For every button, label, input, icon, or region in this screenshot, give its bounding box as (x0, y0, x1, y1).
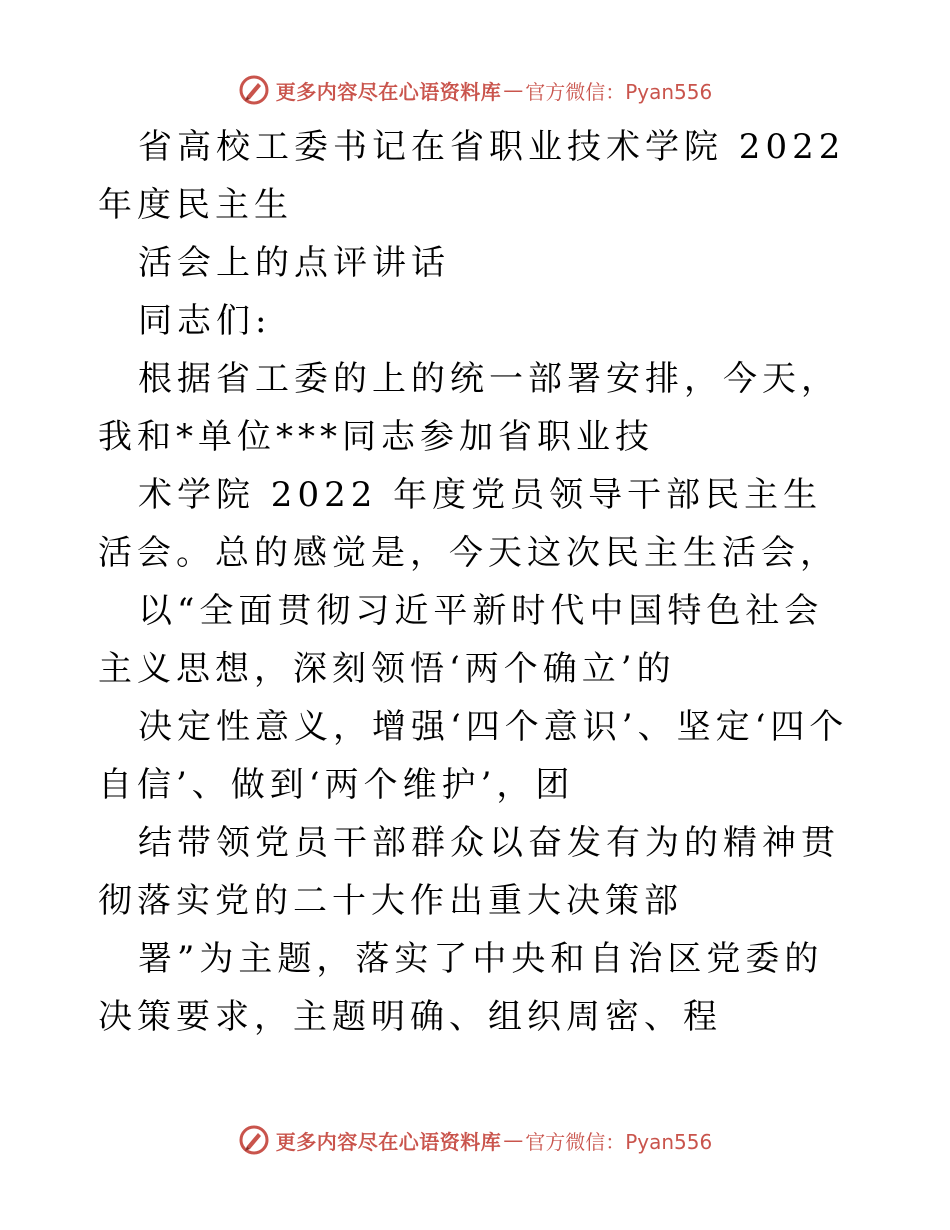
banner-site-text: 更多内容尽在心语资料库 (275, 1129, 502, 1154)
doc-title: 省高校工委书记在省职业技术学院 2022 年度民主生 (98, 127, 846, 225)
doc-paragraph: 署”为主题，落实了中央和自治区党委的决策要求，主题明确、组织周密、程 (98, 939, 824, 1037)
doc-paragraph: 术学院 2022 年度党员领导干部民主生活会。总的感觉是，今天这次民主生活会， (98, 475, 839, 573)
banner-wechat-text: 官方微信：Pyan556 (525, 79, 713, 104)
doc-salutation: 同志们: (138, 301, 272, 341)
document-body (98, 118, 850, 1046)
pen-circle-icon (238, 1124, 270, 1156)
doc-paragraph: 结带领党员干部群众以奋发有为的精神贯彻落实党的二十大作出重大决策部 (98, 823, 840, 921)
doc-title-continued: 活会上的点评讲话 (138, 243, 450, 283)
header-banner (0, 70, 950, 110)
banner-separator: — (503, 1128, 524, 1152)
banner-wechat-text: 官方微信：Pyan556 (525, 1129, 713, 1154)
doc-paragraph: 根据省工委的上的统一部署安排，今天，我和*单位***同志参加省职业技 (98, 359, 840, 457)
banner-site-text: 更多内容尽在心语资料库 (275, 79, 502, 104)
pen-circle-icon (238, 74, 270, 106)
banner-separator: — (503, 78, 524, 102)
footer-banner (0, 1120, 950, 1160)
doc-paragraph: 决定性意义，增强‘四个意识’、坚定‘四个自信’、做到‘两个维护’，团 (98, 707, 849, 805)
doc-paragraph: 以“全面贯彻习近平新时代中国特色社会主义思想，深刻领悟‘两个确立’的 (98, 591, 824, 689)
